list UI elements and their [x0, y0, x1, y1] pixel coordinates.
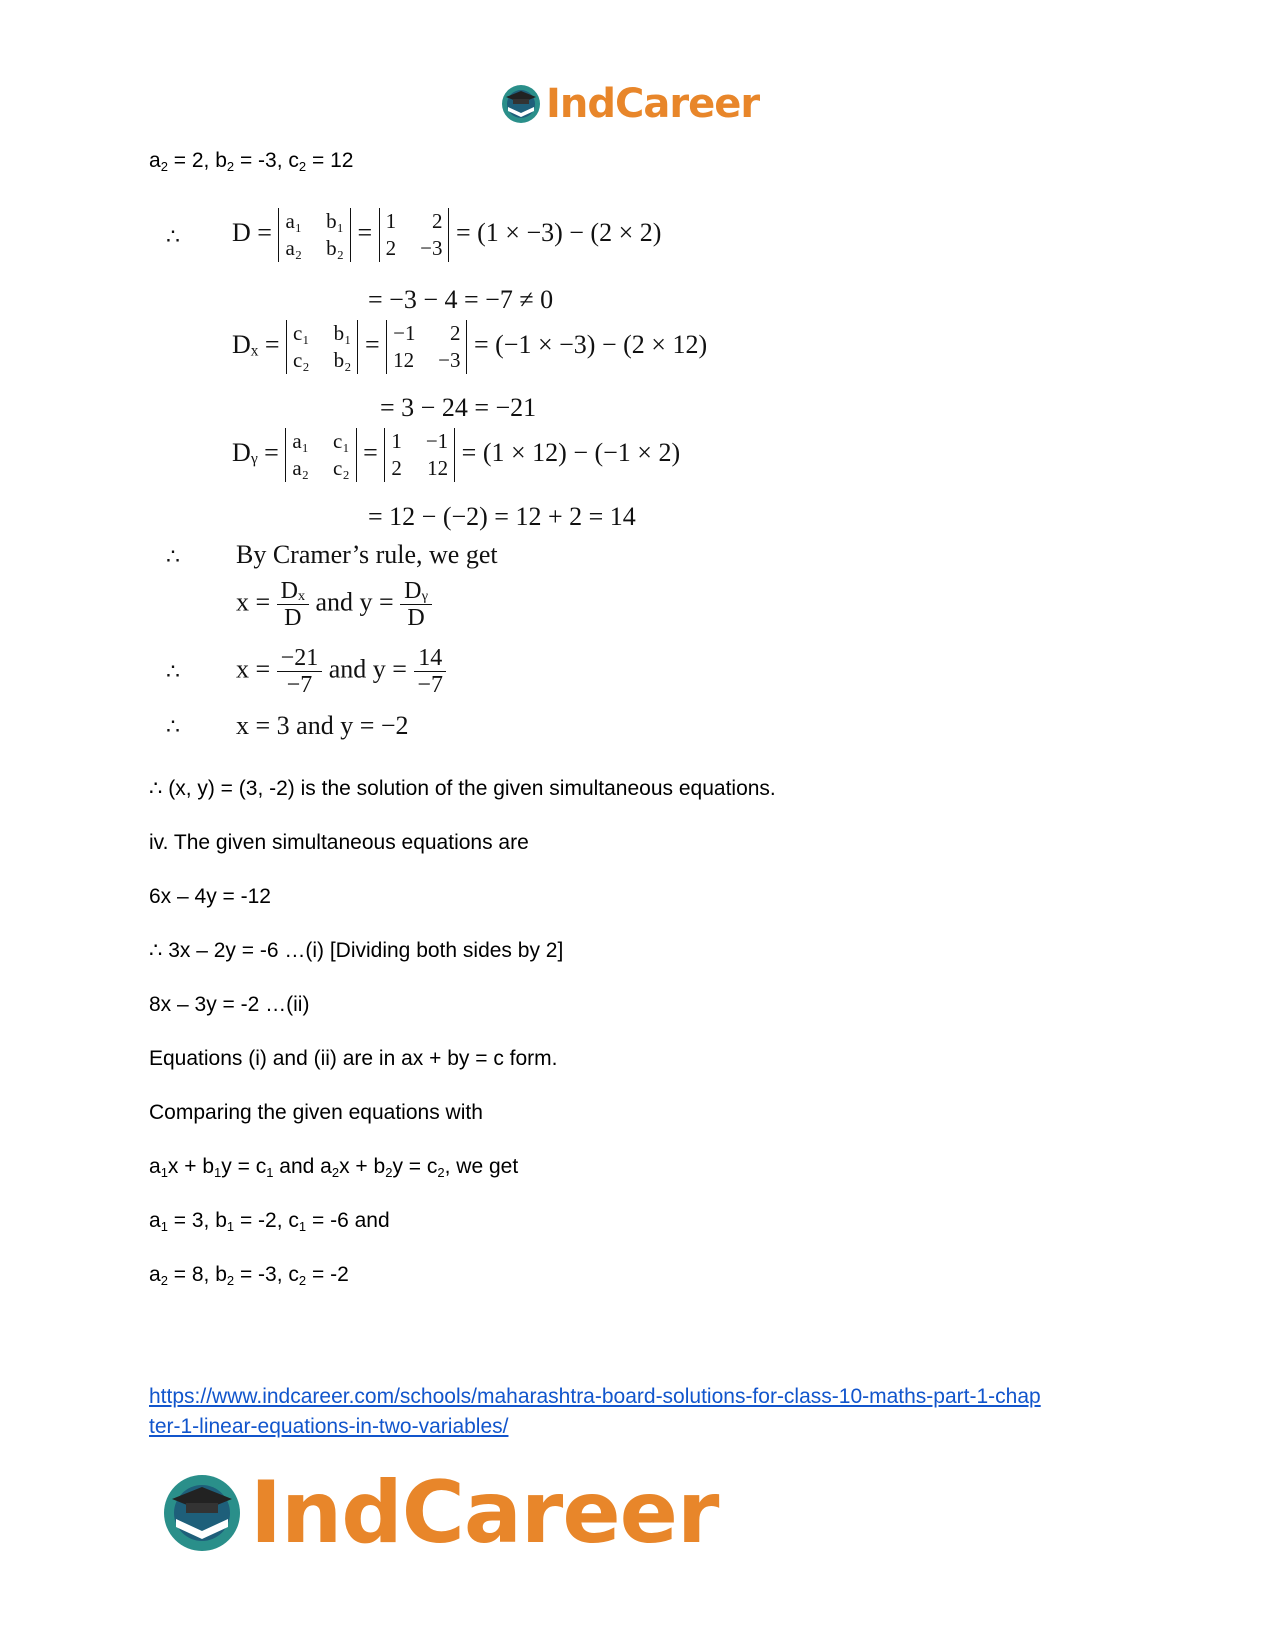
coefficients-line-2: $a_2 = 8$, $b_2 = -3$, $c_2 = -2$ [149, 1263, 349, 1288]
det-cell: 12 [393, 348, 415, 372]
logo-wordmark: IndCareer [546, 81, 760, 127]
cramer-formula [236, 578, 432, 631]
det-cell: 12 [427, 456, 449, 480]
fraction-denominator: −7 [417, 672, 443, 698]
dy-det-numeric [384, 428, 455, 482]
x-equals: x = [236, 654, 271, 684]
therefore-symbol: ∴ [166, 225, 180, 250]
det-cell: 2 [391, 456, 402, 480]
fraction-denominator: D [284, 605, 302, 631]
d-label: D = [232, 217, 272, 247]
d-det-symbolic [278, 208, 350, 262]
dx-det-numeric [386, 320, 467, 374]
fraction-numerator: Dᵧ [400, 578, 432, 605]
det-cell: 1 [385, 209, 397, 233]
det-cell: a₁ [285, 209, 303, 233]
dy-result: = 12 − (−2) = 12 + 2 = 14 [368, 502, 636, 531]
logo-wordmark: IndCareer [250, 1463, 719, 1563]
coefficient-line-a2: $a_2 = 2$, $b_2 = -3$, $c_2 = 12$ [149, 149, 354, 174]
dx-expression: = (−1 × −3) − (2 × 12) [473, 329, 708, 359]
det-cell: b₁ [333, 321, 352, 345]
footer-logo [160, 1463, 719, 1563]
equals: = [357, 217, 373, 247]
equation-1: 6x – 4y = -12 [149, 885, 271, 908]
fraction-numerator: −21 [277, 645, 323, 672]
source-url-link[interactable] [149, 1382, 1041, 1442]
x-equals: x = [236, 587, 271, 617]
det-cell: c₂ [333, 456, 350, 480]
d-det-numeric [379, 208, 450, 262]
therefore-symbol: ∴ [166, 545, 180, 570]
url-line-1: https://www.indcareer.com/schools/maharashtra-board-solutions-for-class-10-maths-part-1-chap [149, 1385, 1041, 1408]
final-answer: x = 3 and y = −2 [236, 711, 409, 740]
det-cell: c₂ [292, 348, 310, 372]
det-cell: 2 [385, 236, 397, 260]
det-cell: a₁ [292, 429, 309, 453]
cramer-rule-text: By Cramer’s rule, we get [236, 540, 498, 569]
therefore-symbol: ∴ [166, 660, 180, 685]
fraction-dx-over-d [277, 578, 309, 631]
therefore-symbol: ∴ [166, 715, 180, 740]
equals: = [363, 437, 378, 467]
fraction-numerator: 14 [414, 645, 446, 672]
d-result: = −3 − 4 = −7 ≠ 0 [368, 285, 554, 314]
dx-result: = 3 − 24 = −21 [380, 393, 537, 422]
url-line-2: ter-1-linear-equations-in-two-variables/ [149, 1415, 509, 1438]
det-cell: 1 [391, 429, 402, 453]
det-cell: c₁ [333, 429, 350, 453]
equals: = [364, 329, 380, 359]
dy-expression: = (1 × 12) − (−1 × 2) [461, 437, 681, 467]
substituted-formula [236, 645, 447, 698]
determinant-dy-row [232, 428, 680, 482]
fraction-14-over-minus7 [413, 645, 447, 698]
coefficients-line-1: $a_1 = 3$, $b_1 = -2$, $c_1 = -6$ and [149, 1209, 390, 1234]
dy-label: Dᵧ = [232, 437, 279, 467]
det-cell: −1 [425, 429, 449, 453]
d-expression: = (1 × −3) − (2 × 2) [455, 217, 662, 247]
header-logo [500, 82, 759, 126]
det-cell: −3 [420, 236, 443, 260]
det-cell: b₂ [326, 236, 344, 260]
dy-det-symbolic [285, 428, 356, 482]
part-iv-intro: iv. The given simultaneous equations are [149, 831, 529, 854]
equation-2: 8x – 3y = -2 …(ii) [149, 993, 310, 1016]
dx-det-symbolic [286, 320, 358, 374]
graduation-cap-book-icon [160, 1471, 244, 1555]
fraction-denominator: −7 [286, 672, 313, 698]
equation-1-simplified: ∴ 3x – 2y = -6 …(i) [Dividing both sides by 2] [149, 939, 564, 962]
fraction-dy-over-d [400, 578, 432, 631]
solution-statement: ∴ (x, y) = (3, -2) is the solution of the given simultaneous equations. [149, 777, 776, 800]
and-y-equals: and y = [315, 587, 394, 617]
determinant-d-row [232, 208, 661, 262]
det-cell: c₁ [292, 321, 310, 345]
det-cell: −3 [438, 348, 461, 372]
det-cell: b₁ [326, 209, 344, 233]
det-cell: b₂ [333, 348, 352, 372]
form-statement: Equations (i) and (ii) are in ax + by = c form. [149, 1047, 558, 1070]
graduation-cap-book-icon [500, 83, 542, 125]
comparing-statement: Comparing the given equations with [149, 1101, 483, 1124]
fraction-denominator: D [407, 605, 425, 631]
det-cell: −1 [393, 321, 416, 345]
det-cell: a₂ [285, 236, 303, 260]
and-y-equals: and y = [328, 654, 407, 684]
det-cell: 2 [449, 321, 461, 345]
determinant-dx-row [232, 320, 707, 374]
fraction-minus21-over-minus7 [277, 645, 323, 698]
dx-label: Dₓ = [232, 329, 280, 359]
det-cell: a₂ [292, 456, 309, 480]
fraction-numerator: Dₓ [277, 578, 309, 605]
general-form-line: $a_1x + b_1y = c_1$ and $a_2x + b_2y = c_2$, we get [149, 1155, 519, 1180]
det-cell: 2 [431, 209, 443, 233]
